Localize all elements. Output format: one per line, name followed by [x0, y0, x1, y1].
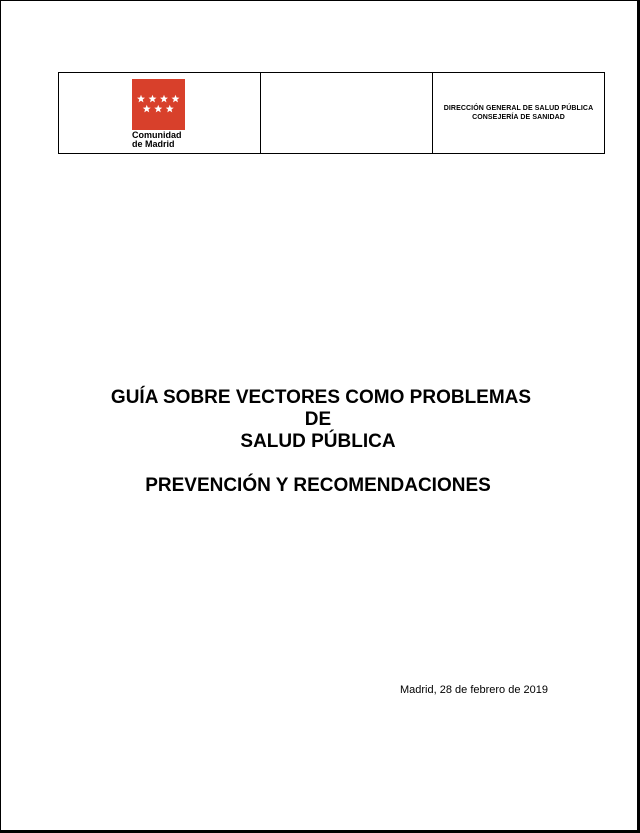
ministry-name: CONSEJERÍA DE SANIDAD — [472, 114, 565, 121]
department-cell — [433, 73, 604, 153]
empty-cell — [261, 73, 433, 153]
comunidad-de-madrid-flag-logo — [132, 79, 185, 130]
star-icon — [149, 95, 157, 103]
header-table — [58, 72, 605, 154]
star-icon — [160, 95, 168, 103]
star-icon — [172, 95, 180, 103]
logo-name-line2: de Madrid — [132, 139, 175, 149]
title-line-3: SALUD PÚBLICA — [240, 431, 396, 452]
document-title — [1, 387, 640, 453]
star-icon — [166, 105, 174, 113]
department-name: DIRECCIÓN GENERAL DE SALUD PÚBLICA — [443, 105, 594, 112]
star-icon — [154, 105, 162, 113]
title-line-1: GUÍA SOBRE VECTORES COMO PROBLEMAS — [110, 387, 532, 408]
logo-wordmark — [132, 131, 182, 149]
logo-cell — [59, 73, 261, 153]
logo-name-line1: Comunidad — [132, 130, 182, 140]
star-icon — [137, 95, 145, 103]
stars-icon — [132, 79, 185, 130]
document-subtitle: PREVENCIÓN Y RECOMENDACIONES — [145, 475, 491, 496]
title-line-2: DE — [304, 409, 332, 430]
star-icon — [143, 105, 151, 113]
place-and-date: Madrid, 28 de febrero de 2019 — [400, 684, 548, 696]
